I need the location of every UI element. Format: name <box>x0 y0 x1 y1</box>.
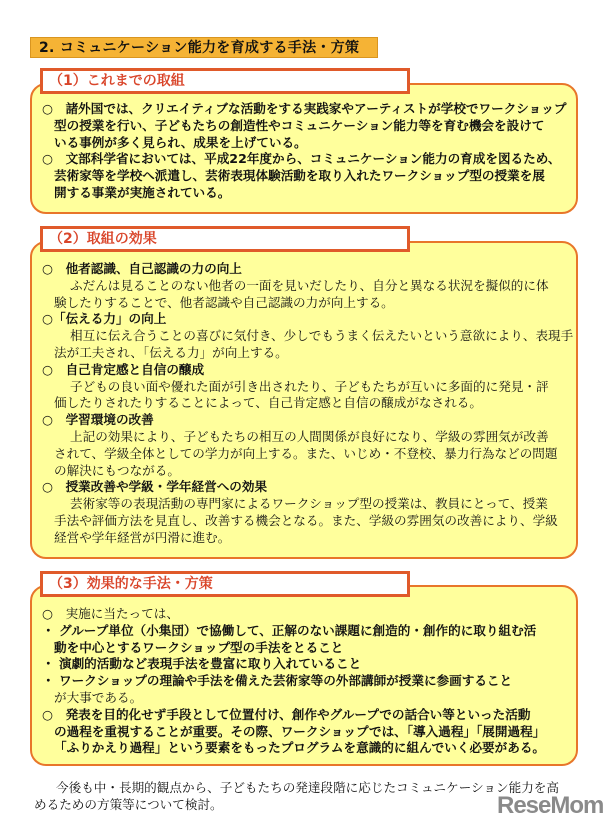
section-2-content <box>42 261 574 547</box>
text-line: 芸術家等を学校へ派遣し、芸術表現体験活動を取り入れたワークショップ型の授業を展 <box>54 168 545 184</box>
page-title: 2. コミュニケーション能力を育成する手法・方策 <box>30 37 378 58</box>
text-line: 芸術家等の表現活動の専門家によるワークショップ型の授業は、教員にとって、授業 <box>70 496 548 512</box>
section-2-box <box>30 241 578 559</box>
text-line: 開する事業が実施されている。 <box>54 184 231 200</box>
text-line: 上記の効果により、子どもたちの相互の人間関係が良好になり、学級の雰囲気が改善 <box>70 428 549 444</box>
section-1-content <box>42 101 570 202</box>
text-line: ○ 発表を目的化せず手段として位置付け、創作やグループでの話合い等といった活動 <box>42 706 531 722</box>
text-line: ○ 文部科学省においては、平成22年度から、コミュニケーション能力の育成を図るため、 <box>42 151 561 167</box>
text-line: めるための方策等について検討。 <box>34 797 223 812</box>
section-1-box <box>30 83 578 214</box>
section-2-heading: （2）取組の効果 <box>40 226 410 252</box>
text-line: 子どもの良い面や優れた面が引き出されたり、子どもたちが互いに多面的に発見・評 <box>70 378 549 394</box>
item-heading: ○ 他者認識、自己認識の力の向上 <box>42 261 242 276</box>
text-line: ○ 実施に当たっては、 <box>42 606 179 621</box>
section-3-box <box>30 585 578 766</box>
text-line: 相互に伝え合うことの喜びに気付き、少しでもうまく伝えたいという意欲により、表現手 <box>70 328 574 344</box>
text-line: ・ 演劇的活動など表現手法を豊富に取り入れていること <box>42 656 362 672</box>
section-1-heading: （1）これまでの取組 <box>40 68 410 94</box>
text-line: 型の授業を行い、子どもたちの創造性やコミュニケーション能力等を育む機会を設けて <box>54 117 545 133</box>
text-line: ・ グループ単位（小集団）で協働して、正解のない課題に創造的・創作的に取り組む活 <box>42 622 537 638</box>
text-line: 手法や評価方法を見直し、改善する機会となる。また、学級の雰囲気の改善により、学級 <box>54 512 558 528</box>
section-3-heading: （3）効果的な手法・方策 <box>40 571 410 597</box>
text-line: 今後も中・長期的観点から、子どもたちの発達段階に応じたコミュニケーション能力を高 <box>56 780 559 795</box>
text-line: 価したりされたりすることによって、自己肯定感と自信の醸成がなされる。 <box>54 395 482 411</box>
section-3-content <box>42 606 570 757</box>
item-heading: ○ 自己肯定感と自信の醸成 <box>42 361 205 377</box>
item-heading: ○「伝える力」の向上 <box>42 311 167 327</box>
footer-note <box>34 779 559 813</box>
text-line: 動を中心とするワークショップ型の手法をとること <box>54 639 344 655</box>
text-line: いる事例が多く見られ、成果を上げている。 <box>54 134 307 150</box>
text-line: 法が工夫され、「伝える力」が向上する。 <box>54 344 288 360</box>
text-line: の解決にもつながる。 <box>54 462 180 478</box>
text-line: されて、学級全体としての学力が向上する。また、いじめ・不登校、暴力行為などの問題 <box>54 445 558 461</box>
text-line: 験したりすることで、他者認識や自己認識の力が向上する。 <box>54 294 394 310</box>
item-heading: ○ 学習環境の改善 <box>42 412 154 428</box>
text-line: ・ ワークショップの理論や手法を備えた芸術家等の外部講師が授業に参画すること <box>42 673 513 689</box>
item-heading: ○ 授業改善や学級・学年経営への効果 <box>42 479 268 495</box>
text-line: 経営や学年経営が円滑に進む。 <box>54 529 231 545</box>
text-line: の過程を重視することが重要。その際、ワークショップでは、「導入過程」「展開過程」 <box>54 723 546 739</box>
resemom-logo: ReseMom <box>497 792 604 819</box>
text-line: ふだんは見ることのない他者の一面を見いだしたり、自分と異なる状況を擬似的に体 <box>70 277 549 293</box>
text-line: 「ふりかえり過程」という要素をもったプログラムを意識的に組んでいく必要がある。 <box>54 740 546 756</box>
text-line: ○ 諸外国では、クリエイティブな活動をする実践家やアーティストが学校でワークショップ <box>42 101 567 116</box>
text-line: が大事である。 <box>54 689 143 705</box>
